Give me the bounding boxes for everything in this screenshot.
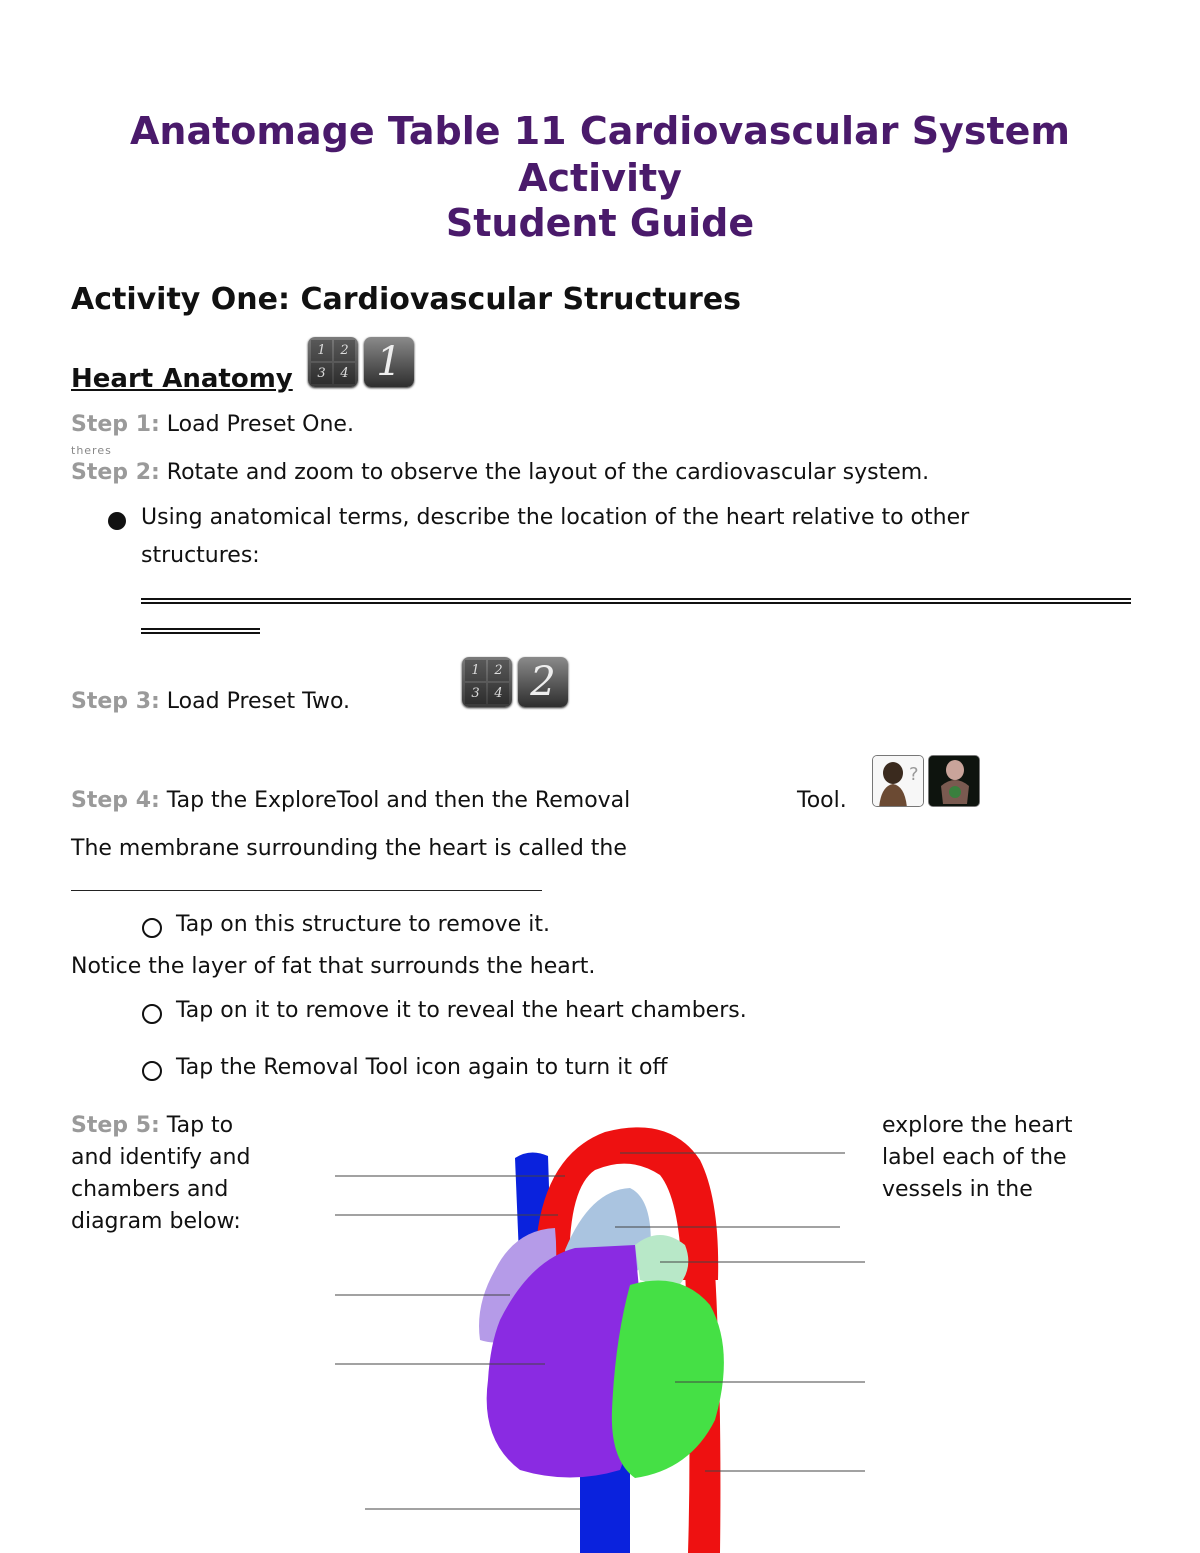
preset-two-icon[interactable]: 2	[518, 657, 568, 707]
step-4-label: Step 4:	[71, 788, 160, 813]
step-2-text: Rotate and zoom to observe the layout of the cardiovascular system.	[166, 460, 930, 485]
removal-tool-icon[interactable]	[928, 755, 980, 807]
preset-one-icon[interactable]: 1	[364, 337, 414, 387]
step-4-text: Tap the ExploreTool and then the Removal	[166, 788, 631, 813]
page-title-line2: Activity	[518, 156, 682, 200]
step-4	[71, 786, 630, 816]
step-2-bullet-line2: structures:	[141, 543, 260, 568]
circle-bullet-icon	[142, 1061, 162, 1081]
grid-digit: 3	[311, 363, 332, 384]
step-2-bullet-line1: Using anatomical terms, describe the location of the heart relative to other	[141, 505, 970, 530]
answer-line[interactable]	[141, 628, 260, 630]
step-3-label: Step 3:	[71, 689, 160, 714]
heart-diagram	[330, 1120, 890, 1553]
sub-bullet-a: Tap on this structure to remove it.	[176, 912, 550, 937]
bullet-icon	[108, 512, 126, 530]
step-4-tool-word: Tool.	[797, 788, 847, 813]
step-3-text: Load Preset Two.	[166, 689, 351, 714]
step-1-text: Load Preset One.	[166, 412, 354, 437]
grid-digit: 1	[465, 660, 486, 681]
step-5-right-line: label each of the	[882, 1145, 1067, 1170]
grid-digit: 2	[334, 340, 355, 361]
page-title-line1: Anatomage Table 11 Cardiovascular System	[130, 109, 1070, 153]
step-2	[71, 458, 929, 488]
step-5-left	[71, 1110, 250, 1238]
grid-digit: 4	[488, 683, 509, 704]
answer-line[interactable]	[141, 598, 1131, 600]
circle-bullet-icon	[142, 1004, 162, 1024]
fat-text: Notice the layer of fat that surrounds the heart.	[71, 954, 596, 979]
grid-digit: 3	[465, 683, 486, 704]
step-5-left-line: Tap to	[166, 1113, 234, 1138]
grid-digit: 2	[488, 660, 509, 681]
svg-text:?: ?	[909, 764, 919, 785]
activity-heading: Activity One: Cardiovascular Structures	[71, 282, 742, 317]
page-title-line3: Student Guide	[445, 201, 755, 245]
preset-grid-icon[interactable]	[462, 657, 512, 707]
answer-line	[141, 602, 1131, 604]
tiny-note: theres	[71, 444, 112, 457]
section-heading: Heart Anatomy	[71, 364, 293, 394]
step-5-left-line: chambers and	[71, 1177, 229, 1202]
answer-line[interactable]	[71, 890, 542, 891]
step-3	[71, 687, 350, 717]
grid-digit: 4	[334, 363, 355, 384]
step-5-left-line: and identify and	[71, 1145, 251, 1170]
step-1	[71, 410, 354, 440]
step-5-right-line: explore the heart	[882, 1113, 1073, 1138]
step-5-right	[882, 1110, 1073, 1206]
explore-tool-icon[interactable]	[872, 755, 924, 807]
step-5-right-line: vessels in the	[882, 1177, 1033, 1202]
answer-line	[141, 632, 260, 634]
sub-bullet-b: Tap on it to remove it to reveal the heart chambers.	[176, 998, 747, 1023]
preset-grid-icon[interactable]	[308, 337, 358, 387]
sub-bullet-c: Tap the Removal Tool icon again to turn it off	[176, 1055, 668, 1080]
step-5-left-line: diagram below:	[71, 1209, 241, 1234]
step-5-label: Step 5:	[71, 1113, 160, 1138]
membrane-text: The membrane surrounding the heart is called the	[71, 836, 627, 861]
step-1-label: Step 1:	[71, 412, 160, 437]
circle-bullet-icon	[142, 918, 162, 938]
grid-digit: 1	[311, 340, 332, 361]
step-2-label: Step 2:	[71, 460, 160, 485]
